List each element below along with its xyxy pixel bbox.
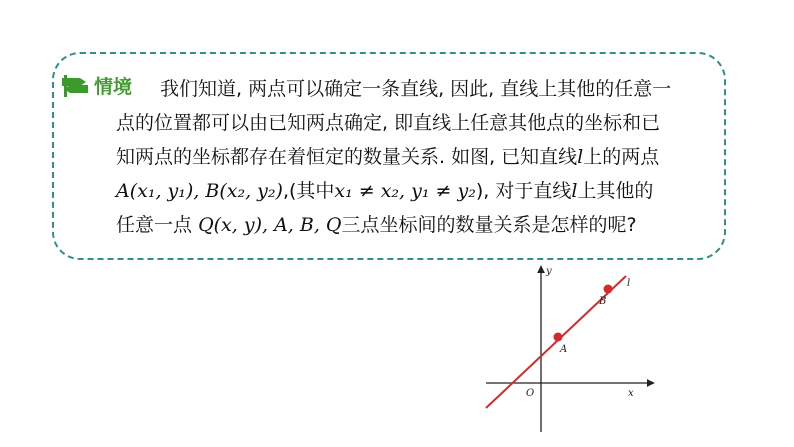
line3-text-post: 上的两点 — [583, 146, 660, 168]
points-list: , A, B, Q — [262, 214, 342, 236]
line5-text-pre: 任意一点 — [116, 214, 193, 236]
point-b — [604, 285, 613, 294]
paragraph-line-2: 点的位置都可以由已知两点确定, 即直线上任意其他点的坐标和已 — [116, 112, 661, 134]
signpost-icon — [60, 73, 92, 97]
point-b-label: B — [599, 296, 607, 307]
paragraph-line-1: 我们知道, 两点可以确定一条直线, 因此, 直线上其他的任意一 — [160, 78, 672, 100]
points-a-b-formula: A(x₁, y₁), B(x₂, y₂) — [116, 180, 283, 202]
point-a-label: A — [560, 344, 568, 355]
line4-text-end: 上其他的 — [577, 180, 654, 202]
line-variable-l-2: l — [571, 180, 578, 202]
coordinate-graph — [480, 262, 660, 442]
context-tag-label: 情境 — [94, 75, 133, 98]
paragraph-line-3 — [104, 140, 704, 174]
line4-text-mid: ,(其中 — [282, 180, 335, 202]
paragraph-line-4 — [104, 174, 704, 208]
line-variable-l: l — [577, 146, 584, 168]
line-l-label: l — [627, 278, 631, 289]
problem-paragraph — [104, 72, 704, 242]
point-q-formula: Q(x, y) — [198, 214, 262, 236]
origin-label: O — [526, 388, 535, 399]
y-axis-label: y — [546, 266, 552, 277]
line4-text-post: ), 对于直线 — [475, 180, 572, 202]
paragraph-line-5 — [104, 208, 704, 242]
line3-text-pre: 知两点的坐标都存在着恒定的数量关系. 如图, 已知直线 — [116, 146, 578, 168]
line5-text-post: 三点坐标间的数量关系是怎样的呢? — [341, 214, 637, 236]
point-a — [554, 333, 563, 342]
x-axis-label: x — [628, 388, 634, 399]
condition-formula: x₁ ≠ x₂, y₁ ≠ y₂ — [334, 180, 476, 202]
